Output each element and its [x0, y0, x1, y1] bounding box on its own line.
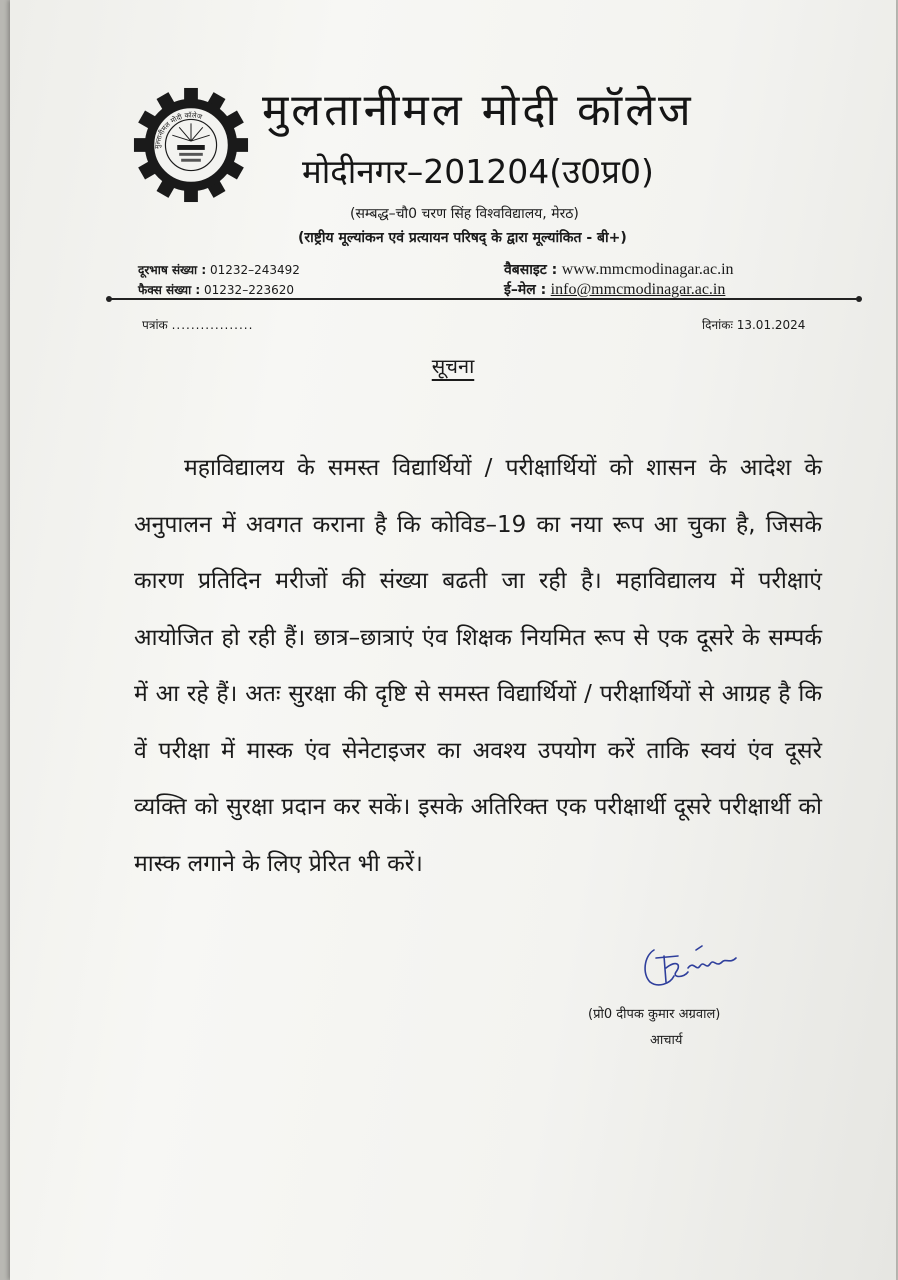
website-label: वैबसाइट :	[504, 262, 558, 278]
signatory-name: (प्रो0 दीपक कुमार अग्रवाल)	[588, 1007, 721, 1022]
website-link[interactable]: www.mmcmodinagar.ac.in	[561, 261, 734, 278]
letterhead-divider	[110, 298, 858, 300]
signatory-designation: आचार्य	[650, 1033, 683, 1048]
reference-number	[142, 316, 253, 333]
phone-label: दूरभाष संख्या :	[138, 263, 207, 277]
contact-phone-fax	[138, 260, 300, 300]
date-value: 13.01.2024	[736, 318, 806, 332]
notice-title: सूचना	[431, 354, 475, 378]
emblem-text: मुल्तानीमल मोदी कॉलेज	[153, 111, 203, 150]
reference-value: .................	[171, 318, 254, 332]
email-label: ई–मेल :	[504, 282, 547, 298]
affiliation-line: (सम्बद्ध–चौ0 चरण सिंह विश्वविद्यालय, मेरठ)	[350, 206, 579, 222]
college-city-pin: मोदीनगर–201204(उ0प्र0)	[302, 152, 654, 191]
reference-label: पत्रांक	[142, 318, 168, 332]
accreditation-line: (राष्ट्रीय मूल्यांकन एवं प्रत्यायन परिषद् के द्वारा मूल्यांकित - बी+)	[298, 230, 627, 246]
college-emblem-icon	[132, 86, 250, 204]
date-label: दिनांकः	[702, 318, 733, 332]
notice-date	[702, 316, 805, 333]
phone-row	[138, 260, 300, 280]
phone-number: 01232–243492	[209, 263, 300, 277]
contact-web-email	[504, 260, 734, 300]
fax-label: फैक्स संख्या :	[138, 283, 201, 297]
notice-body: महाविद्यालय के समस्त विद्यार्थियों / परीक्षार्थियों को शासन के आदेश के अनुपालन में अवगत कराना है कि कोविड–19 का नया रूप आ चुका है, जिसके कारण प्रतिदिन मरीजों की संख्या बढती जा रही है। महाविद्यालय में परीक्षाएं आयोजित हो रही हैं। छात्र–छात्राएं एंव शिक्षक नियमित रूप से एक दूसरे के सम्पर्क में आ रहे हैं। अतः सुरक्षा की दृष्टि से समस्त विद्यार्थियों / परीक्षार्थियों से आग्रह है कि वें परीक्षा में मास्क एंव सेनेटाइजर का अवश्य उपयोग करें ताकि स्वयं एंव दूसरे व्यक्ति को सुरक्षा प्रदान कर सकें। इसके अतिरिक्त एक परीक्षार्थी दूसरे परीक्षार्थी को मास्क लगाने के लिए प्रेरित भी करें।	[134, 455, 822, 877]
notice-paper	[10, 0, 896, 1280]
website-row	[504, 260, 734, 280]
email-row	[504, 280, 734, 300]
email-link[interactable]: info@mmcmodinagar.ac.in	[550, 281, 726, 298]
signature-icon	[636, 938, 748, 998]
fax-row	[138, 280, 300, 300]
college-name: मुलतानीमल मोदी कॉलेज	[262, 85, 694, 136]
fax-number: 01232–223620	[204, 283, 294, 297]
